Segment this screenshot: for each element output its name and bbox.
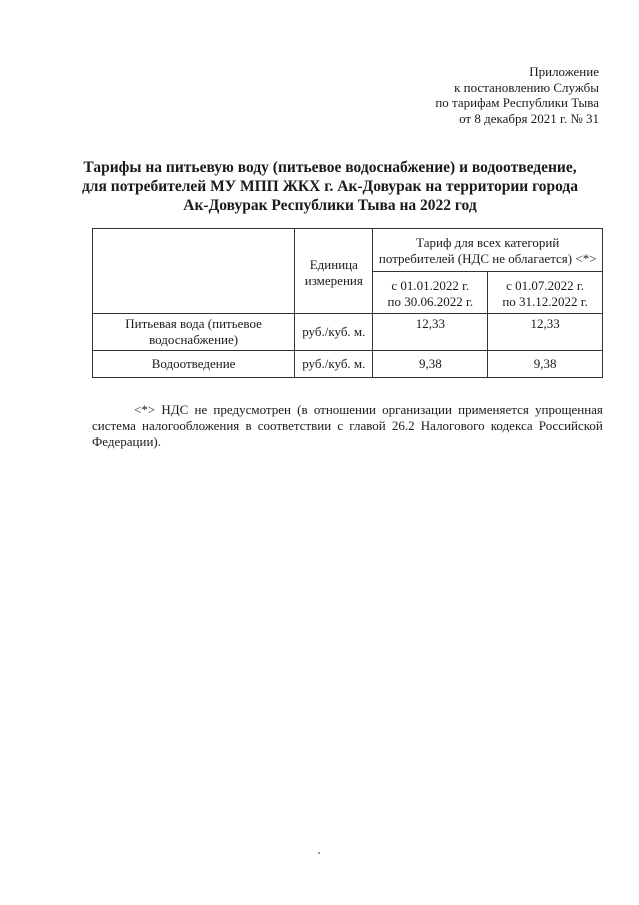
period1-value-cell: 9,38 (373, 351, 488, 378)
footnote-word: 26.2 (391, 418, 415, 433)
tariff-header-line: потребителей (НДС не облагается) <*> (378, 251, 597, 266)
footnote (92, 402, 603, 450)
footnote-word: (в (297, 402, 308, 417)
period2-value-cell: 12,33 (488, 314, 603, 351)
footnote-word: Налогового (420, 418, 485, 433)
period1-line: по 30.06.2022 г. (387, 294, 474, 309)
period2-header-cell (488, 272, 603, 314)
period1-line: с 01.01.2022 г. (391, 278, 470, 293)
footnote-word: применяется (458, 402, 529, 417)
unit-cell: руб./куб. м. (295, 314, 373, 351)
unit-header-line: Единица (309, 257, 358, 272)
appendix-note (299, 64, 599, 126)
tariff-header-line: Тариф для всех категорий (416, 235, 560, 250)
service-name-cell: Водоотведение (93, 351, 295, 378)
table-row (93, 351, 603, 378)
footnote-word: в (245, 418, 252, 433)
tariff-table (92, 228, 603, 378)
footnote-word: кодекса (490, 418, 533, 433)
footnote-word: не (194, 402, 208, 417)
table-header-row (93, 229, 603, 272)
footnote-word: система (92, 418, 136, 433)
footnote-line (92, 418, 603, 434)
footnote-word: НДС (161, 402, 189, 417)
footnote-word: отношении (313, 402, 376, 417)
footnote-word: Российской (538, 418, 603, 433)
service-name-line: водоснабжение) (149, 332, 239, 347)
appendix-line: по тарифам Республики Тыва (435, 95, 599, 110)
tariff-header-cell (373, 229, 603, 272)
scan-speck (318, 852, 320, 854)
service-name-line: Питьевая вода (питьевое (125, 316, 262, 331)
footnote-word: организации (382, 402, 452, 417)
footnote-word: с (337, 418, 344, 433)
appendix-line: к постановлению Службы (454, 79, 599, 95)
title-line: для потребителей МУ МПП ЖКХ г. Ак-Довурак на территории города (81, 178, 579, 195)
document-title (60, 158, 600, 215)
unit-cell: руб./куб. м. (295, 351, 373, 378)
service-name-cell (93, 314, 295, 351)
footnote-line (92, 402, 603, 418)
footnote-word: налогообложения (142, 418, 240, 433)
title-line: Тарифы на питьевую воду (питьевое водоснабжение) и водоотведение, (83, 159, 577, 176)
unit-header-line: измерения (304, 273, 363, 288)
appendix-line: Приложение (529, 64, 599, 79)
table-row (93, 314, 603, 351)
footnote-word: соответствии (257, 418, 332, 433)
period2-line: с 01.07.2022 г. (506, 278, 585, 293)
title-line: Ак-Довурак Республики Тыва на 2022 год (183, 197, 477, 214)
footnote-word: предусмотрен (213, 402, 291, 417)
footnote-word: <*> (134, 402, 156, 417)
appendix-line: от 8 декабря 2021 г. № 31 (459, 110, 599, 126)
footnote-line: Федерации). (92, 434, 161, 449)
period2-line: по 31.12.2022 г. (502, 294, 588, 309)
footnote-word: упрощенная (535, 402, 603, 417)
footnote-word: главой (349, 418, 386, 433)
period1-header-cell (373, 272, 488, 314)
unit-header-cell (295, 229, 373, 314)
period1-value-cell: 12,33 (373, 314, 488, 351)
period2-value-cell: 9,38 (488, 351, 603, 378)
empty-header-cell (93, 229, 295, 314)
